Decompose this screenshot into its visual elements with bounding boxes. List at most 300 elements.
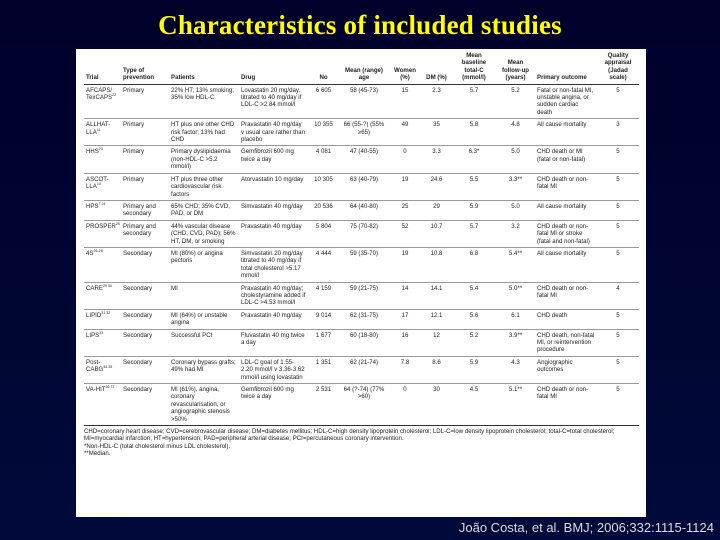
reference-superscript: 25 [115, 221, 120, 226]
cell-participant-count [308, 282, 339, 309]
cell-baseline-total-c [452, 282, 496, 309]
cell-trial-name [84, 119, 121, 146]
cell-trial-name [84, 146, 121, 173]
follow-up-years-text: 4.8 [511, 121, 520, 129]
drug-text: Pravastatin 40 mg/day v usual care rather than placebo [241, 121, 306, 144]
drug-text: Simvastatin 40 mg/day [241, 202, 303, 210]
reference-superscript: 10 [96, 182, 101, 187]
primary-outcome-text: All cause mortality [537, 121, 587, 129]
cell-type-of-prevention [121, 173, 169, 200]
cell-mean-age [339, 384, 389, 426]
follow-up-years-text: 5.0** [508, 284, 523, 292]
cell-type-of-prevention [121, 309, 169, 329]
cell-participant-count [308, 309, 339, 329]
table-row [84, 309, 639, 329]
header-follow-up: Mean follow-up (years) [496, 52, 535, 84]
cell-drug [239, 329, 308, 356]
drug-text: Lovastatin 20 mg/day, titrated to 40 mg/day if LDL-C >2.84 mmol/l [241, 86, 302, 109]
patients-text: 65% CHD; 35% CVD, PAD, or DM [171, 202, 230, 218]
dm-percent-text: 12 [433, 331, 440, 339]
participant-count-text: 1 351 [315, 358, 332, 366]
cell-baseline-total-c [452, 200, 496, 220]
cell-mean-age [339, 200, 389, 220]
baseline-total-c-text: 6.3* [468, 148, 480, 156]
cell-follow-up-years [496, 282, 535, 309]
cell-dm-percent [421, 119, 452, 146]
dm-percent-text: 3.3 [432, 148, 441, 156]
cell-type-of-prevention [121, 329, 169, 356]
women-percent-text: 15 [401, 86, 409, 94]
trial-name-text: 4S [86, 249, 94, 257]
cell-women-percent [389, 329, 421, 356]
slide-title: Characteristics of included studies [158, 10, 562, 40]
mean-age-text: 62 (21-74) [349, 358, 379, 366]
type-of-prevention-text: Secondary [123, 331, 153, 339]
cell-dm-percent [421, 384, 452, 426]
header-no: No [308, 52, 339, 84]
primary-outcome-text: CHD death or non-fatal MI [537, 386, 589, 401]
header-women: Women (%) [389, 52, 421, 84]
follow-up-years-text: 3.9** [508, 331, 523, 339]
follow-up-years-text: 6.1 [511, 311, 520, 319]
dm-percent-text: 24.6 [430, 175, 443, 183]
trial-name-text: PROSPER [86, 222, 116, 230]
dm-percent-text: 10.8 [430, 249, 443, 257]
cell-women-percent [389, 220, 421, 247]
quality-score-text: 5 [616, 175, 620, 183]
primary-outcome-text: CHD death or MI (fatal or non-fatal) [537, 148, 586, 163]
trial-name-text: HHS [86, 148, 99, 156]
quality-score-text: 5 [616, 311, 620, 319]
reference-superscript: 11 [96, 127, 101, 132]
type-of-prevention-text: Secondary [123, 311, 153, 319]
participant-count-text: 5 804 [315, 222, 332, 230]
quality-score-text: 5 [616, 249, 620, 257]
quality-score-text: 5 [616, 386, 620, 394]
women-percent-text: 0 [403, 148, 407, 156]
dm-percent-text: 12.1 [430, 311, 443, 319]
cell-trial-name [84, 247, 121, 282]
participant-count-text: 4 159 [315, 284, 332, 292]
follow-up-years-text: 5.0 [511, 148, 520, 156]
header-patients: Patients [169, 52, 239, 84]
cell-primary-outcome [535, 356, 597, 383]
cell-follow-up-years [496, 200, 535, 220]
cell-patients [169, 247, 239, 282]
cell-participant-count [308, 247, 339, 282]
quality-score-text: 5 [616, 331, 620, 339]
cell-baseline-total-c [452, 119, 496, 146]
cell-primary-outcome [535, 84, 597, 119]
cell-mean-age [339, 119, 389, 146]
patients-text: Coronary bypass grafts; 49% had MI [171, 358, 236, 374]
women-percent-text: 19 [401, 175, 409, 183]
women-percent-text: 16 [401, 331, 409, 339]
women-percent-text: 17 [401, 311, 409, 319]
baseline-total-c-text: 5.9 [469, 202, 479, 210]
cell-dm-percent [421, 84, 452, 119]
cell-trial-name [84, 384, 121, 426]
mean-age-text: 63 (40-79) [349, 175, 379, 183]
cell-drug [239, 356, 308, 383]
cell-dm-percent [421, 200, 452, 220]
primary-outcome-text: All cause mortality [537, 202, 587, 210]
drug-text: Pravastatin 40 mg/day [241, 311, 302, 319]
cell-participant-count [308, 384, 339, 426]
cell-quality-score [597, 282, 639, 309]
primary-outcome-text: Angiographic outcomes [537, 358, 573, 374]
cell-drug [239, 84, 308, 119]
women-percent-text: 19 [401, 249, 409, 257]
cell-follow-up-years [496, 84, 535, 119]
reference-superscript: 26-28 [93, 248, 103, 253]
baseline-total-c-text: 4.5 [469, 386, 479, 394]
quality-score-text: 4 [616, 284, 620, 292]
header-outcome: Primary outcome [535, 52, 597, 84]
cell-follow-up-years [496, 309, 535, 329]
mean-age-text: 58 (45-73) [349, 86, 379, 94]
women-percent-text: 25 [401, 202, 409, 210]
cell-quality-score [597, 84, 639, 119]
cell-type-of-prevention [121, 384, 169, 426]
quality-score-text: 5 [616, 86, 620, 94]
cell-drug [239, 173, 308, 200]
trial-name-text: HPS [86, 202, 99, 210]
patients-text: MI [171, 284, 178, 292]
dm-percent-text: 35 [433, 121, 440, 129]
cell-patients [169, 384, 239, 426]
women-percent-text: 14 [401, 284, 409, 292]
baseline-total-c-text: 5.2 [469, 331, 479, 339]
cell-mean-age [339, 282, 389, 309]
follow-up-years-text: 5.0 [511, 202, 520, 210]
drug-text: Simvastatin 20 mg/day titrated to 40 mg/day if total cholesterol >5.17 mmol/l [241, 249, 303, 280]
cell-baseline-total-c [452, 384, 496, 426]
follow-up-years-text: 5.2 [511, 86, 520, 94]
cell-baseline-total-c [452, 309, 496, 329]
women-percent-text: 49 [401, 121, 409, 129]
baseline-total-c-text: 5.4 [469, 284, 479, 292]
header-dm: DM (%) [421, 52, 452, 84]
reference-superscript: 34 35 [103, 365, 113, 370]
mean-age-text: 64 (40-80) [349, 202, 379, 210]
cell-women-percent [389, 384, 421, 426]
type-of-prevention-text: Secondary [123, 284, 153, 292]
quality-score-text: 5 [616, 222, 620, 230]
cell-mean-age [339, 220, 389, 247]
drug-text: Fluvastatin 40 mg twice a day [241, 331, 305, 346]
patients-text: MI (61%), angina, coronary revascularisation, or angiographic stenosis >50% [171, 386, 230, 423]
cell-patients [169, 282, 239, 309]
participant-count-text: 1 677 [315, 331, 332, 339]
patients-text: HT plus three other cardiovascular risk factors [171, 175, 224, 198]
cell-dm-percent [421, 282, 452, 309]
citation: João Costa, et al. BMJ; 2006;332:1115-1124 [458, 520, 714, 535]
table-row [84, 119, 639, 146]
cell-follow-up-years [496, 356, 535, 383]
follow-up-years-text: 4.3 [511, 358, 520, 366]
cell-drug [239, 247, 308, 282]
table-row [84, 356, 639, 383]
cell-dm-percent [421, 309, 452, 329]
patients-text: HT plus one other CHD risk factor; 13% had CHD [171, 121, 235, 144]
drug-text: Pravastatin 40 mg/day; cholestyramine added if LDL-C >4.53 mmol/l [241, 284, 306, 307]
drug-text: Gemfibrozil 600 mg twice a day [241, 148, 294, 163]
cell-patients [169, 356, 239, 383]
women-percent-text: 0 [403, 386, 407, 394]
cell-drug [239, 119, 308, 146]
studies-table [84, 52, 639, 426]
cell-women-percent [389, 309, 421, 329]
reference-superscript: 33 [99, 330, 104, 335]
cell-primary-outcome [535, 309, 597, 329]
cell-dm-percent [421, 356, 452, 383]
type-of-prevention-text: Secondary [123, 386, 153, 394]
cell-drug [239, 200, 308, 220]
baseline-total-c-text: 5.7 [469, 86, 479, 94]
baseline-total-c-text: 6.8 [469, 249, 479, 257]
cell-baseline-total-c [452, 146, 496, 173]
cell-follow-up-years [496, 247, 535, 282]
cell-drug [239, 146, 308, 173]
table-row [84, 220, 639, 247]
table-row [84, 329, 639, 356]
cell-mean-age [339, 309, 389, 329]
trial-name-text: ALLHAT-LLA [86, 121, 111, 136]
cell-participant-count [308, 329, 339, 356]
cell-mean-age [339, 84, 389, 119]
header-drug: Drug [239, 52, 308, 84]
follow-up-years-text: 3.3** [508, 175, 523, 183]
drug-text: Atorvastatin 10 mg/day [241, 175, 304, 183]
cell-trial-name [84, 220, 121, 247]
dm-percent-text: 30 [433, 386, 440, 394]
dm-percent-text: 8.6 [432, 358, 441, 366]
cell-women-percent [389, 84, 421, 119]
cell-mean-age [339, 173, 389, 200]
trial-name-text: ASCOT-LLA [86, 175, 109, 191]
trial-name-text: Post-CABG [86, 358, 104, 374]
table-row [84, 384, 639, 426]
participant-count-text: 10 305 [314, 175, 333, 183]
header-total-c: Mean baseline total-C (mmol/l) [452, 52, 496, 84]
footnote-double-star: **Median. [84, 450, 111, 458]
cell-patients [169, 309, 239, 329]
cell-trial-name [84, 309, 121, 329]
mean-age-text: 59 (21-75) [349, 284, 379, 292]
trial-name-text: LIPS [86, 331, 100, 339]
participant-count-text: 10 355 [314, 121, 333, 129]
cell-type-of-prevention [121, 220, 169, 247]
primary-outcome-text: Fatal or non-fatal MI, unstable angina, or sudden cardiac death [537, 86, 594, 116]
cell-primary-outcome [535, 329, 597, 356]
cell-trial-name [84, 84, 121, 119]
cell-trial-name [84, 200, 121, 220]
cell-participant-count [308, 356, 339, 383]
participant-count-text: 4 444 [315, 249, 332, 257]
cell-primary-outcome [535, 220, 597, 247]
drug-text: LDL-C goal of 1.55-2.20 mmol/l v 3.36-3.62 mmol/l using lovastatin [241, 358, 305, 381]
type-of-prevention-text: Primary [123, 121, 144, 129]
patients-text: MI (80%) or angina pectoris [171, 249, 223, 265]
type-of-prevention-text: Secondary [123, 249, 153, 257]
cell-patients [169, 200, 239, 220]
studies-table-panel [76, 49, 646, 517]
reference-superscript: 7 24 [98, 201, 106, 206]
cell-mean-age [339, 247, 389, 282]
patients-text: Successful PCI [171, 331, 213, 339]
reference-superscript: 36 37 [105, 385, 115, 389]
cell-quality-score [597, 356, 639, 383]
table-row [84, 84, 639, 119]
type-of-prevention-text: Primary [123, 86, 144, 94]
type-of-prevention-text: Primary and secondary [123, 222, 156, 238]
cell-participant-count [308, 220, 339, 247]
reference-superscript: 23 [98, 147, 103, 152]
cell-quality-score [597, 173, 639, 200]
cell-women-percent [389, 146, 421, 173]
table-header-row [84, 52, 639, 84]
table-row [84, 146, 639, 173]
cell-quality-score [597, 200, 639, 220]
cell-women-percent [389, 173, 421, 200]
mean-age-text: 60 (18-80) [349, 331, 379, 339]
baseline-total-c-text: 5.7 [469, 222, 479, 230]
women-percent-text: 7.8 [400, 358, 410, 366]
cell-mean-age [339, 356, 389, 383]
trial-name-text: CARE [86, 284, 103, 292]
cell-follow-up-years [496, 220, 535, 247]
cell-participant-count [308, 173, 339, 200]
primary-outcome-text: CHD death or non-fatal MI or stroke (fatal and non-fatal) [537, 222, 590, 245]
cell-quality-score [597, 119, 639, 146]
mean-age-text: 62 (31-75) [349, 311, 379, 319]
mean-age-text: 47 (40-55) [349, 148, 379, 156]
cell-women-percent [389, 356, 421, 383]
patients-text: 44% vascular disease (CHD, CVD, PAD); 56% HT, DM, or smoking [171, 222, 236, 245]
women-percent-text: 52 [401, 222, 409, 230]
mean-age-text: 66 (55-?) (55% ≥65) [343, 121, 385, 136]
baseline-total-c-text: 5.6 [469, 311, 479, 319]
cell-dm-percent [421, 220, 452, 247]
cell-primary-outcome [535, 173, 597, 200]
cell-follow-up-years [496, 146, 535, 173]
dm-percent-text: 10.7 [430, 222, 443, 230]
cell-mean-age [339, 146, 389, 173]
type-of-prevention-text: Primary [123, 148, 144, 156]
table-footnote [84, 428, 639, 458]
patients-text: Primary dyslipidaemia (non-HDL-C >5.2 mmol/l) [171, 148, 231, 171]
cell-quality-score [597, 384, 639, 426]
cell-women-percent [389, 200, 421, 220]
cell-patients [169, 220, 239, 247]
cell-participant-count [308, 119, 339, 146]
table-row [84, 200, 639, 220]
cell-trial-name [84, 173, 121, 200]
cell-dm-percent [421, 247, 452, 282]
cell-type-of-prevention [121, 356, 169, 383]
cell-mean-age [339, 329, 389, 356]
cell-follow-up-years [496, 329, 535, 356]
reference-superscript: 29 30 [102, 283, 112, 288]
cell-drug [239, 309, 308, 329]
cell-primary-outcome [535, 200, 597, 220]
cell-patients [169, 173, 239, 200]
cell-baseline-total-c [452, 329, 496, 356]
cell-drug [239, 220, 308, 247]
cell-drug [239, 282, 308, 309]
cell-quality-score [597, 220, 639, 247]
footnote-abbreviations: CHD=coronary heart disease; CVD=cerebrovascular disease; DM=diabetes mellitus; HDL-C=high density lipoprotein cholesterol; LDL-C=low density lipoprotein cholesterol; total-C=total cholesterol; MI=myocardial infarction; HT=hypertension; PAD=peripheral arterial disease; PCI=percutaneous coronary intervention. [84, 428, 615, 443]
cell-primary-outcome [535, 282, 597, 309]
baseline-total-c-text: 5.5 [469, 175, 479, 183]
cell-drug [239, 384, 308, 426]
cell-participant-count [308, 146, 339, 173]
table-row [84, 282, 639, 309]
drug-text: Gemfibrozil 600 mg twice a day [241, 386, 294, 401]
type-of-prevention-text: Primary [123, 175, 144, 183]
cell-type-of-prevention [121, 146, 169, 173]
cell-quality-score [597, 146, 639, 173]
patients-text: MI (64%) or unstable angina [171, 311, 228, 327]
cell-baseline-total-c [452, 173, 496, 200]
type-of-prevention-text: Primary and secondary [123, 202, 156, 218]
cell-follow-up-years [496, 119, 535, 146]
type-of-prevention-text: Secondary [123, 358, 153, 366]
participant-count-text: 9 014 [315, 311, 332, 319]
cell-patients [169, 84, 239, 119]
cell-primary-outcome [535, 146, 597, 173]
footnote-star: *Non-HDL-C (total cholesterol minus LDL cholesterol). [84, 442, 231, 450]
table-row [84, 247, 639, 282]
cell-participant-count [308, 84, 339, 119]
trial-name-text: LIPID [86, 311, 102, 319]
cell-follow-up-years [496, 173, 535, 200]
cell-baseline-total-c [452, 356, 496, 383]
cell-baseline-total-c [452, 84, 496, 119]
cell-patients [169, 146, 239, 173]
participant-count-text: 4 081 [315, 148, 332, 156]
dm-percent-text: 14.1 [430, 284, 443, 292]
header-age: Mean (range) age [339, 52, 389, 84]
table-body [84, 84, 639, 425]
cell-primary-outcome [535, 247, 597, 282]
quality-score-text: 5 [616, 358, 620, 366]
participant-count-text: 2 531 [315, 386, 332, 394]
mean-age-text: 64 (?-74) (77% >60) [343, 386, 385, 401]
header-type: Type of prevention [121, 52, 169, 84]
cell-follow-up-years [496, 384, 535, 426]
cell-trial-name [84, 329, 121, 356]
primary-outcome-text: All cause mortality [537, 249, 587, 257]
primary-outcome-text: CHD death or non-fatal MI [537, 284, 589, 299]
quality-score-text: 5 [616, 202, 620, 210]
cell-type-of-prevention [121, 200, 169, 220]
dm-percent-text: 29 [433, 202, 440, 210]
cell-type-of-prevention [121, 247, 169, 282]
mean-age-text: 59 (35-70) [349, 249, 379, 257]
cell-quality-score [597, 247, 639, 282]
follow-up-years-text: 3.2 [511, 222, 520, 230]
cell-trial-name [84, 282, 121, 309]
follow-up-years-text: 5.1** [508, 386, 523, 394]
participant-count-text: 6 605 [315, 86, 332, 94]
trial-name-text: AFCAPS/ TexCAPS [86, 86, 113, 102]
cell-women-percent [389, 119, 421, 146]
cell-type-of-prevention [121, 84, 169, 119]
primary-outcome-text: CHD death [537, 311, 568, 319]
cell-quality-score [597, 329, 639, 356]
